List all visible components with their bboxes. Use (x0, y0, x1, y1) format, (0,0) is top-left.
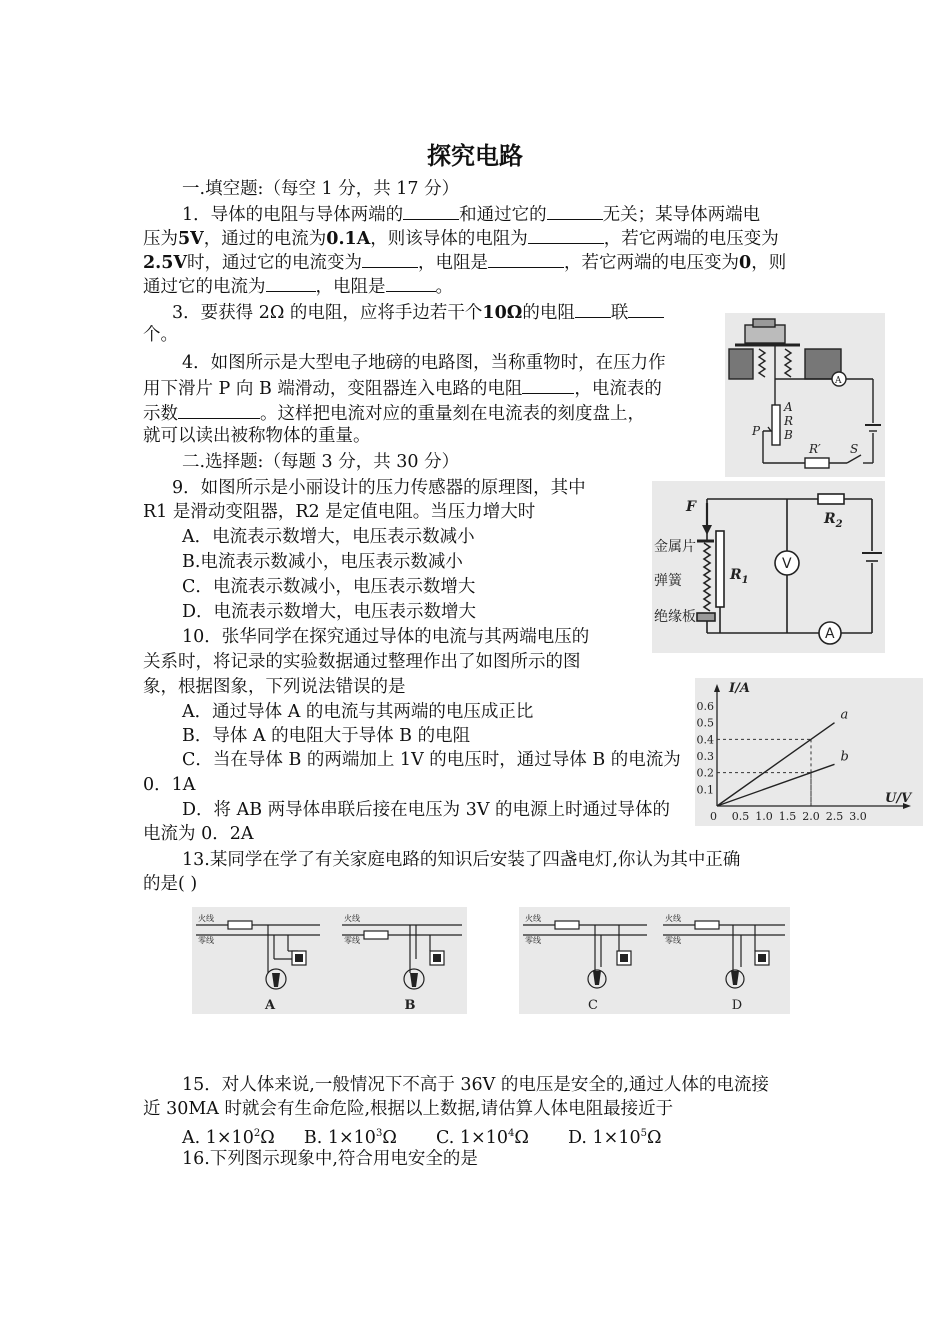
lamp-option-a: A (264, 998, 276, 1013)
q15-option-d: D. $1\times 10^5\Omega$ (568, 1127, 662, 1148)
sensor-label-metal-plate: 金属片 (654, 539, 696, 555)
lamp-option-b: B (404, 998, 416, 1013)
sensor-circuit-diagram (652, 481, 885, 653)
y-tick-label: 0.1 (696, 783, 714, 797)
socket-icon (758, 954, 766, 962)
q10-line2: 关系时，将记录的实验数据通过整理作出了如图所示的图 (143, 652, 581, 672)
y-tick-label: 0.5 (696, 716, 714, 730)
x-tick-label: 3.0 (849, 810, 867, 823)
y-axis-label: I/A (729, 681, 750, 696)
q10-option-c-cont: 0．1A (143, 775, 196, 795)
sensor-ammeter-label: A (825, 626, 835, 642)
lamp-option-c: C (588, 998, 598, 1013)
iu-chart-svg (695, 678, 923, 826)
scale-label-b: B (784, 428, 793, 442)
neutral-wire-label: 零线 (525, 936, 541, 945)
scale-label-s: S (850, 442, 859, 456)
live-wire-label: 火线 (344, 914, 360, 923)
socket-icon (295, 954, 303, 962)
scale-label-a: A (784, 400, 793, 414)
sensor-label-r1: $R_1$ (730, 567, 749, 586)
q10-option-b: B．导体 A 的电阻大于导体 B 的电阻 (182, 726, 471, 746)
x-tick-label: 1.0 (755, 810, 773, 823)
q3-line1: 3．要获得 2Ω 的电阻，应将手边若干个10Ω的电阻 联 (172, 299, 664, 325)
lamps-cd-diagram (519, 907, 790, 1014)
socket-icon (433, 954, 441, 962)
q4-line2: 用下滑片 P 向 B 端滑动，变阻器连入电路的电阻 ，电流表的 (143, 375, 662, 401)
bulb-icon (593, 971, 601, 985)
sensor-voltmeter-label: V (782, 556, 792, 572)
live-wire-label: 火线 (525, 914, 541, 923)
live-wire-label: 火线 (665, 914, 681, 923)
q3-line2: 个。 (143, 325, 178, 345)
y-tick-label: 0.6 (696, 700, 714, 713)
q9-line1: 9．如图所示是小丽设计的压力传感器的原理图，其中 (172, 478, 586, 498)
series-line-a (717, 723, 835, 806)
bulb-icon (272, 973, 280, 987)
series-line-b (717, 764, 835, 806)
q9-option-a: A．电流表示数增大，电压表示数减小 (182, 527, 475, 547)
q15-line2: 近 30MA 时就会有生命危险,根据以上数据,请估算人体电阻最接近于 (143, 1099, 674, 1119)
q10-option-c: C．当在导体 B 的两端加上 1V 的电压时，通过导体 B 的电流为 (182, 750, 681, 770)
sensor-label-spring: 弹簧 (654, 573, 682, 589)
force-arrow-icon (702, 525, 712, 535)
x-tick-label: 0.5 (731, 810, 750, 823)
x-tick-label: 2.0 (802, 810, 820, 823)
x-tick-label: 2.5 (825, 810, 844, 823)
neutral-wire-label: 零线 (344, 936, 360, 945)
scale-label-r-prime: R′ (809, 442, 821, 456)
section-choice-heading: 二.选择题:（每题 3 分，共 30 分） (182, 452, 460, 472)
neutral-wire-label: 零线 (198, 936, 214, 945)
q9-option-c: C．电流表示数减小，电压表示数增大 (182, 577, 476, 597)
q10-option-d: D．将 AB 两导体串联后接在电压为 3V 的电源上时通过导体的 (182, 800, 671, 820)
q9-line2: R1 是滑动变阻器，R2 是定值电阻。当压力增大时 (143, 502, 536, 522)
series-label-b: b (840, 749, 849, 765)
scale-label-p: P (752, 424, 761, 438)
lamps-ab-diagram (192, 907, 467, 1014)
q15-option-b: B. $1\times 10^3\Omega$ (303, 1127, 397, 1148)
section-fill-blank-heading: 一.填空题:（每空 1 分，共 17 分） (182, 179, 460, 199)
q13-line2: 的是( ) (143, 874, 198, 894)
live-wire-label: 火线 (198, 914, 214, 923)
q1-line2: 压为5V，通过的电流为0.1A，则该导体的电阻为 ，若它两端的电压变为 (143, 225, 779, 251)
y-tick-label: 0.4 (696, 733, 714, 747)
page-title: 探究电路 (427, 142, 523, 170)
scale-meter-label: A (835, 376, 842, 386)
x-tick-label: 1.5 (778, 810, 797, 823)
q1-line3: 2.5V时，通过它的电流变为 ，电阻是 ，若它两端的电压变为0，则 (143, 249, 786, 275)
y-tick-label: 0.2 (696, 766, 714, 780)
y-axis-arrow-icon (714, 684, 720, 692)
bulb-icon (410, 973, 418, 987)
figure-electronic-scale (725, 313, 885, 477)
q10-option-a: A．通过导体 A 的电流与其两端的电压成正比 (182, 702, 534, 722)
q10-line3: 象，根据图象，下列说法错误的是 (143, 677, 406, 697)
q1-line4: 通过它的电流为 ，电阻是 。 (143, 273, 453, 299)
q4-line3: 示数 。这样把电流对应的重量刻在电流表的刻度盘上， (143, 400, 645, 426)
q15-option-a: A. $1\times 10^2\Omega$ (182, 1127, 275, 1148)
scale-circuit-diagram (725, 313, 885, 477)
lamp-option-d: D (731, 998, 743, 1013)
q9-option-b: B.电流表示数减小，电压表示数减小 (182, 552, 463, 572)
q15-option-c: C. $1\times 10^4\Omega$ (436, 1127, 529, 1148)
scale-label-r: R (784, 414, 794, 428)
figure-lamps-ab (192, 907, 467, 1014)
q15-options (182, 1122, 662, 1150)
series-label-a: a (840, 707, 849, 723)
neutral-wire-label: 零线 (665, 936, 681, 945)
q10-line1: 10．张华同学在探究通过导体的电流与其两端电压的 (182, 627, 590, 647)
q13-line1: 13.某同学在学了有关家庭电路的知识后安装了四盏电灯,你认为其中正确 (182, 850, 741, 870)
q10-option-d-cont: 电流为 0．2A (143, 824, 254, 844)
q9-option-d: D．电流表示数增大，电压表示数增大 (182, 602, 477, 622)
y-tick-label: 0.3 (696, 750, 714, 763)
q4-line1: 4．如图所示是大型电子地磅的电路图，当称重物时，在压力作 (182, 353, 666, 373)
socket-icon (620, 954, 628, 962)
q1-line1: 1．导体的电阻与导体两端的 和通过它的 无关；某导体两端电 (182, 201, 760, 227)
figure-lamps-cd (519, 907, 790, 1014)
sensor-label-insulator: 绝缘板 (654, 609, 696, 625)
origin-label: 0 (710, 810, 717, 823)
q4-line4: 就可以读出被称物体的重量。 (143, 426, 371, 446)
q15-line1: 15．对人体来说,一般情况下不高于 36V 的电压是安全的,通过人体的电流接 (182, 1075, 769, 1095)
sensor-label-f: F (686, 499, 696, 515)
figure-iu-chart (695, 678, 923, 826)
sensor-label-r2: $R_2$ (824, 511, 843, 530)
figure-pressure-sensor (652, 481, 885, 653)
q16-line1: 16.下列图示现象中,符合用电安全的是 (182, 1149, 478, 1169)
bulb-icon (731, 971, 739, 985)
x-axis-label: U/V (885, 791, 912, 806)
